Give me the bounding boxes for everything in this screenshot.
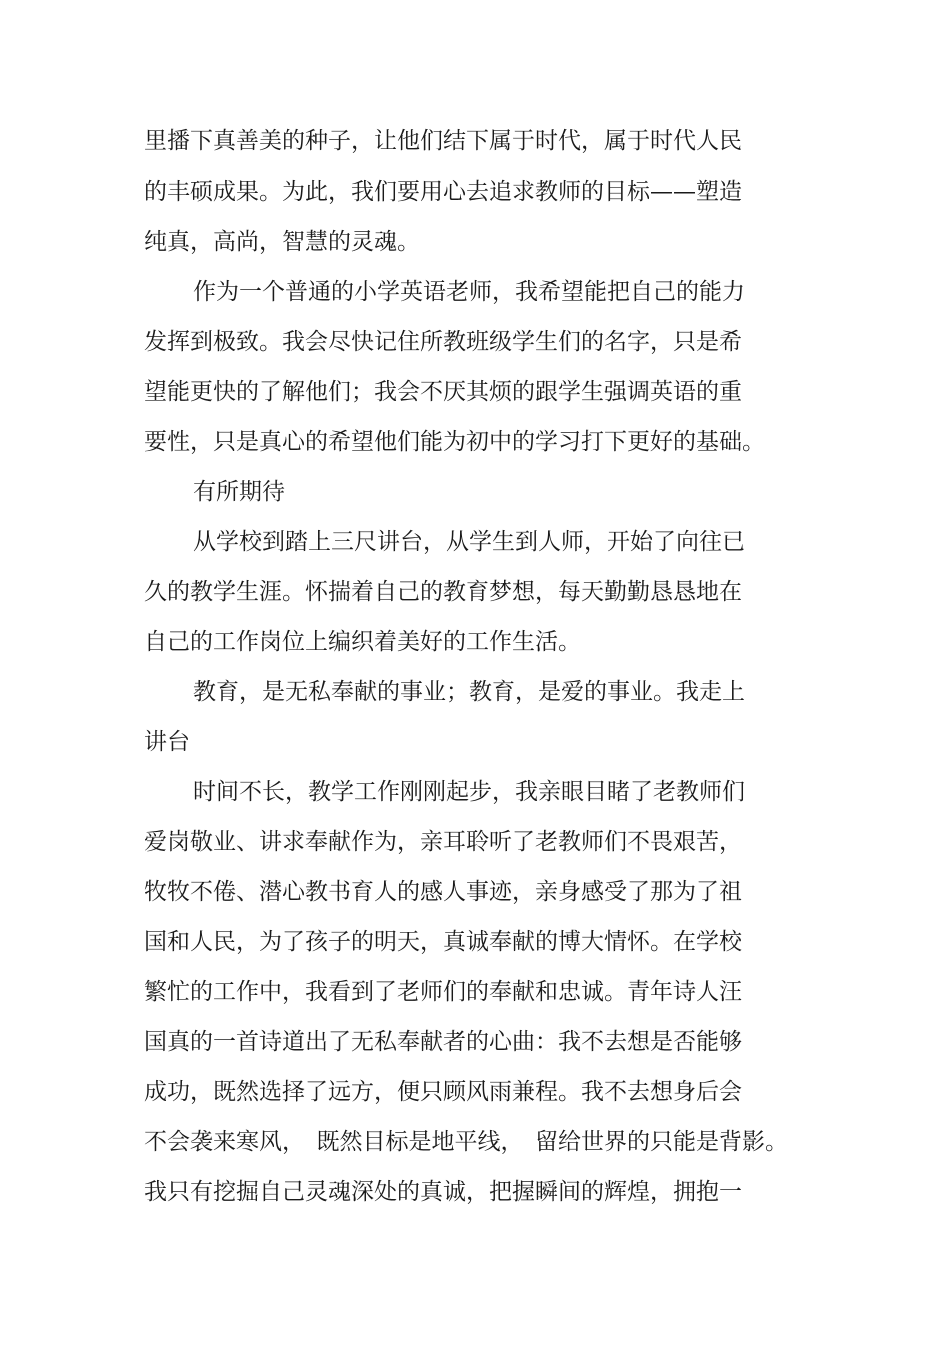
- text-line: 时间不长，教学工作刚刚起步，我亲眼目睹了老教师们: [193, 779, 745, 805]
- text-line: 久的教学生涯。怀揣着自己的教育梦想，每天勤勤恳恳地在: [144, 579, 742, 605]
- text-line: 纯真，高尚，智慧的灵魂。: [144, 229, 420, 255]
- text-line: 要性，只是真心的希望他们能为初中的学习打下更好的基础。: [144, 429, 765, 455]
- text-line: 里播下真善美的种子，让他们结下属于时代，属于时代人民: [144, 128, 742, 154]
- text-line: 国和人民，为了孩子的明天，真诚奉献的博大情怀。在学校: [144, 929, 742, 955]
- text-line: 国真的一首诗道出了无私奉献者的心曲：我不去想是否能够: [144, 1029, 742, 1055]
- text-line: 繁忙的工作中，我看到了老师们的奉献和忠诚。青年诗人汪: [144, 979, 742, 1005]
- text-line: 讲台: [144, 729, 190, 755]
- text-line: 的丰硕成果。为此，我们要用心去追求教师的目标——塑造: [144, 179, 742, 205]
- text-line: 我只有挖掘自己灵魂深处的真诚，把握瞬间的辉煌，拥抱一: [144, 1179, 742, 1205]
- text-line: 发挥到极致。我会尽快记住所教班级学生们的名字，只是希: [144, 329, 742, 355]
- text-line: 作为一个普通的小学英语老师，我希望能把自己的能力: [193, 279, 745, 305]
- text-line: 牧牧不倦、潜心教书育人的感人事迹，亲身感受了那为了祖: [144, 879, 742, 905]
- text-line: 望能更快的了解他们；我会不厌其烦的跟学生强调英语的重: [144, 379, 742, 405]
- text-line: 爱岗敬业、讲求奉献作为，亲耳聆听了老教师们不畏艰苦，: [144, 829, 742, 855]
- text-line: 自己的工作岗位上编织着美好的工作生活。: [144, 629, 581, 655]
- text-line: 成功，既然选择了远方，便只顾风雨兼程。我不去想身后会: [144, 1079, 742, 1105]
- text-line: 从学校到踏上三尺讲台，从学生到人师，开始了向往已: [193, 529, 745, 555]
- section-heading: 有所期待: [193, 479, 285, 505]
- text-line: 不会袭来寒风， 既然目标是地平线， 留给世界的只能是背影。: [144, 1129, 788, 1155]
- text-line: 教育，是无私奉献的事业；教育，是爱的事业。我走上: [193, 679, 745, 705]
